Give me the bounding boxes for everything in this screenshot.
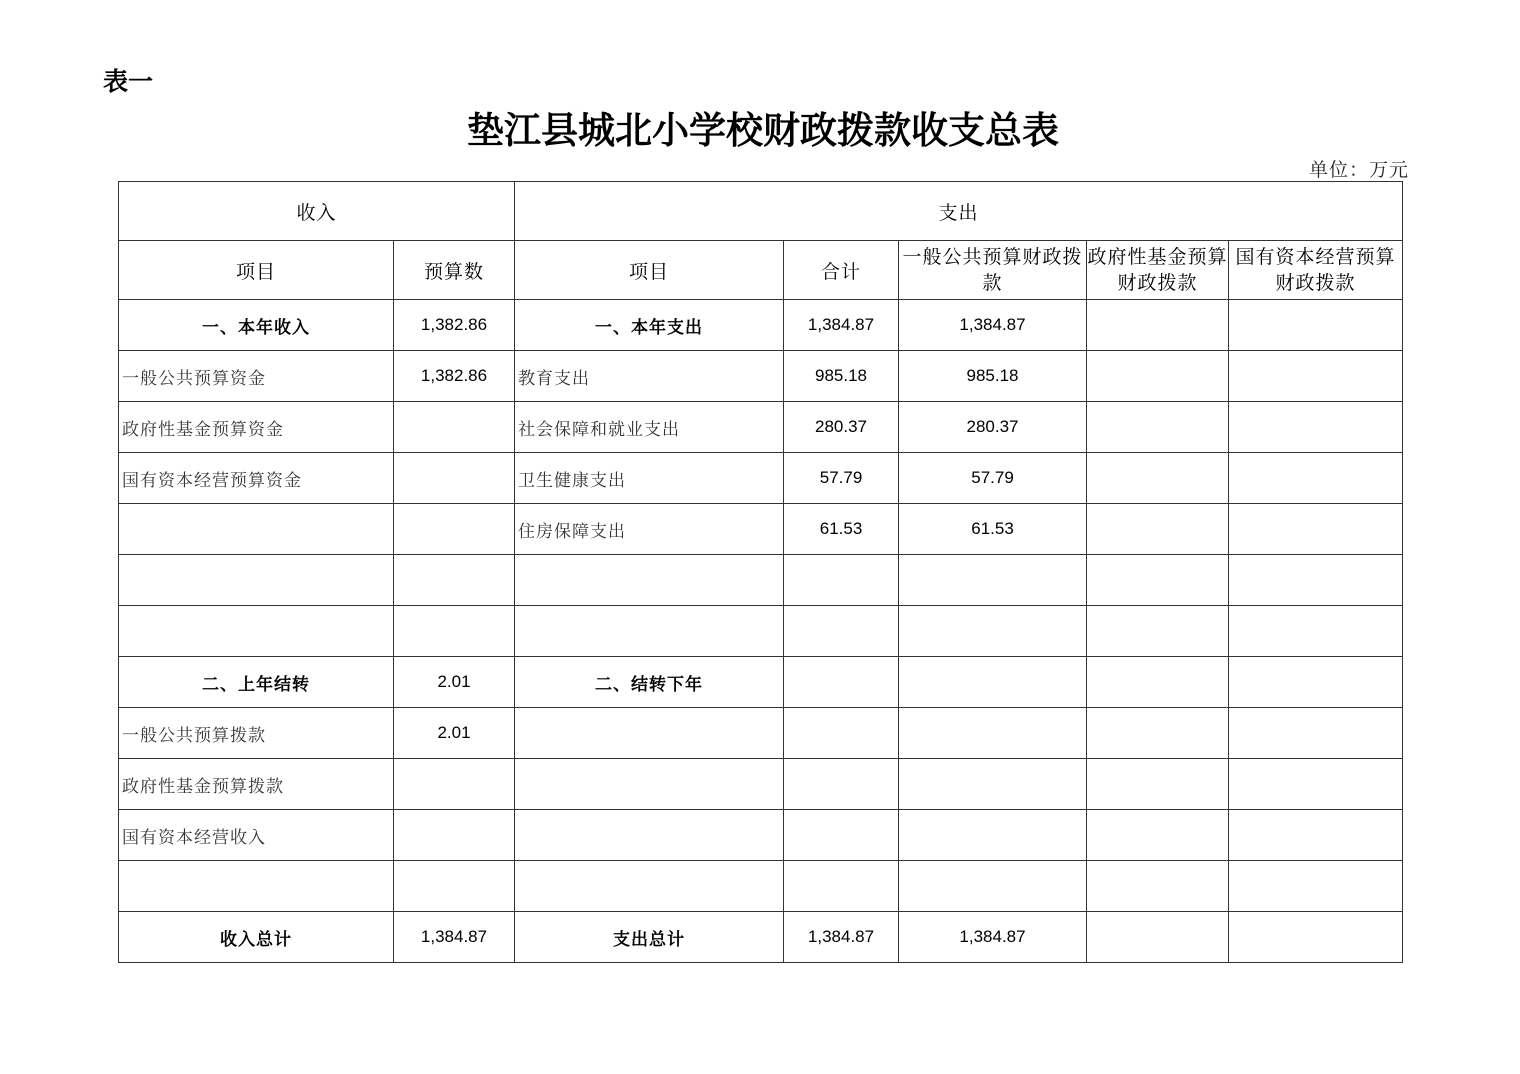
total-cell: 1,384.87 <box>784 912 899 963</box>
expense-item-cell <box>515 810 784 861</box>
table-row <box>119 657 1403 708</box>
expense-item-cell: 教育支出 <box>515 351 784 402</box>
budget-cell: 1,382.86 <box>394 300 515 351</box>
budget-cell <box>394 861 515 912</box>
budget-cell <box>394 402 515 453</box>
finance-table <box>118 181 1403 963</box>
state-capital-cell <box>1229 708 1403 759</box>
total-cell <box>784 810 899 861</box>
general-budget-cell: 57.79 <box>899 453 1087 504</box>
state-capital-cell <box>1229 300 1403 351</box>
header-expense-item: 项目 <box>515 241 784 300</box>
budget-cell: 2.01 <box>394 708 515 759</box>
income-item-cell <box>119 606 394 657</box>
expense-item-cell <box>515 606 784 657</box>
header-fund-budget: 政府性基金预算财政拨款 <box>1087 241 1229 300</box>
general-budget-cell <box>899 810 1087 861</box>
budget-cell <box>394 810 515 861</box>
income-item-cell: 政府性基金预算资金 <box>119 402 394 453</box>
state-capital-cell <box>1229 912 1403 963</box>
expense-item-cell <box>515 759 784 810</box>
fund-budget-cell <box>1087 453 1229 504</box>
fund-budget-cell <box>1087 351 1229 402</box>
state-capital-cell <box>1229 810 1403 861</box>
table-row <box>119 351 1403 402</box>
income-item-cell: 一般公共预算资金 <box>119 351 394 402</box>
total-cell <box>784 555 899 606</box>
income-item-cell: 政府性基金预算拨款 <box>119 759 394 810</box>
income-item-cell: 一般公共预算拨款 <box>119 708 394 759</box>
table-row <box>119 606 1403 657</box>
total-cell <box>784 657 899 708</box>
total-cell: 1,384.87 <box>784 300 899 351</box>
expense-item-cell <box>515 708 784 759</box>
income-item-cell <box>119 861 394 912</box>
income-item-cell: 收入总计 <box>119 912 394 963</box>
total-cell: 61.53 <box>784 504 899 555</box>
total-cell <box>784 606 899 657</box>
budget-cell <box>394 555 515 606</box>
fund-budget-cell <box>1087 759 1229 810</box>
general-budget-cell: 61.53 <box>899 504 1087 555</box>
total-cell <box>784 759 899 810</box>
expense-item-cell: 二、结转下年 <box>515 657 784 708</box>
budget-cell: 1,384.87 <box>394 912 515 963</box>
fund-budget-cell <box>1087 708 1229 759</box>
fund-budget-cell <box>1087 912 1229 963</box>
budget-cell: 2.01 <box>394 657 515 708</box>
state-capital-cell <box>1229 504 1403 555</box>
expense-item-cell: 支出总计 <box>515 912 784 963</box>
expense-item-cell <box>515 861 784 912</box>
table-row <box>119 555 1403 606</box>
income-item-cell <box>119 504 394 555</box>
header-total: 合计 <box>784 241 899 300</box>
table-row <box>119 912 1403 963</box>
header-state-capital: 国有资本经营预算财政拨款 <box>1229 241 1403 300</box>
total-cell: 280.37 <box>784 402 899 453</box>
page-title: 垫江县城北小学校财政拨款收支总表 <box>467 108 1059 152</box>
income-item-cell: 二、上年结转 <box>119 657 394 708</box>
income-item-cell: 国有资本经营收入 <box>119 810 394 861</box>
state-capital-cell <box>1229 861 1403 912</box>
general-budget-cell <box>899 708 1087 759</box>
table-row <box>119 504 1403 555</box>
general-budget-cell: 985.18 <box>899 351 1087 402</box>
header-budget: 预算数 <box>394 241 515 300</box>
state-capital-cell <box>1229 555 1403 606</box>
table-row <box>119 861 1403 912</box>
state-capital-cell <box>1229 351 1403 402</box>
table-row <box>119 810 1403 861</box>
general-budget-cell <box>899 606 1087 657</box>
expense-item-cell: 卫生健康支出 <box>515 453 784 504</box>
general-budget-cell <box>899 759 1087 810</box>
general-budget-cell: 280.37 <box>899 402 1087 453</box>
table-row <box>119 300 1403 351</box>
total-cell: 985.18 <box>784 351 899 402</box>
fund-budget-cell <box>1087 555 1229 606</box>
header-income-item: 项目 <box>119 241 394 300</box>
header-general-budget: 一般公共预算财政拨款 <box>899 241 1087 300</box>
fund-budget-cell <box>1087 861 1229 912</box>
budget-cell <box>394 504 515 555</box>
expense-item-cell <box>515 555 784 606</box>
total-cell <box>784 708 899 759</box>
general-budget-cell <box>899 657 1087 708</box>
budget-cell <box>394 606 515 657</box>
general-budget-cell: 1,384.87 <box>899 912 1087 963</box>
income-item-cell: 国有资本经营预算资金 <box>119 453 394 504</box>
fund-budget-cell <box>1087 606 1229 657</box>
budget-cell <box>394 453 515 504</box>
fund-budget-cell <box>1087 810 1229 861</box>
state-capital-cell <box>1229 453 1403 504</box>
fund-budget-cell <box>1087 300 1229 351</box>
income-item-cell <box>119 555 394 606</box>
total-cell: 57.79 <box>784 453 899 504</box>
state-capital-cell <box>1229 606 1403 657</box>
table-label: 表一 <box>103 67 154 96</box>
header-income: 收入 <box>119 182 515 241</box>
header-expense: 支出 <box>515 182 1403 241</box>
general-budget-cell <box>899 555 1087 606</box>
general-budget-cell <box>899 861 1087 912</box>
expense-item-cell: 社会保障和就业支出 <box>515 402 784 453</box>
fund-budget-cell <box>1087 504 1229 555</box>
table-row <box>119 402 1403 453</box>
state-capital-cell <box>1229 657 1403 708</box>
table-row <box>119 759 1403 810</box>
expense-item-cell: 住房保障支出 <box>515 504 784 555</box>
state-capital-cell <box>1229 759 1403 810</box>
table-row <box>119 453 1403 504</box>
unit-label: 单位：万元 <box>1308 159 1409 181</box>
total-cell <box>784 861 899 912</box>
table-row <box>119 708 1403 759</box>
state-capital-cell <box>1229 402 1403 453</box>
budget-cell <box>394 759 515 810</box>
fund-budget-cell <box>1087 657 1229 708</box>
fund-budget-cell <box>1087 402 1229 453</box>
budget-cell: 1,382.86 <box>394 351 515 402</box>
income-item-cell: 一、本年收入 <box>119 300 394 351</box>
general-budget-cell: 1,384.87 <box>899 300 1087 351</box>
expense-item-cell: 一、本年支出 <box>515 300 784 351</box>
